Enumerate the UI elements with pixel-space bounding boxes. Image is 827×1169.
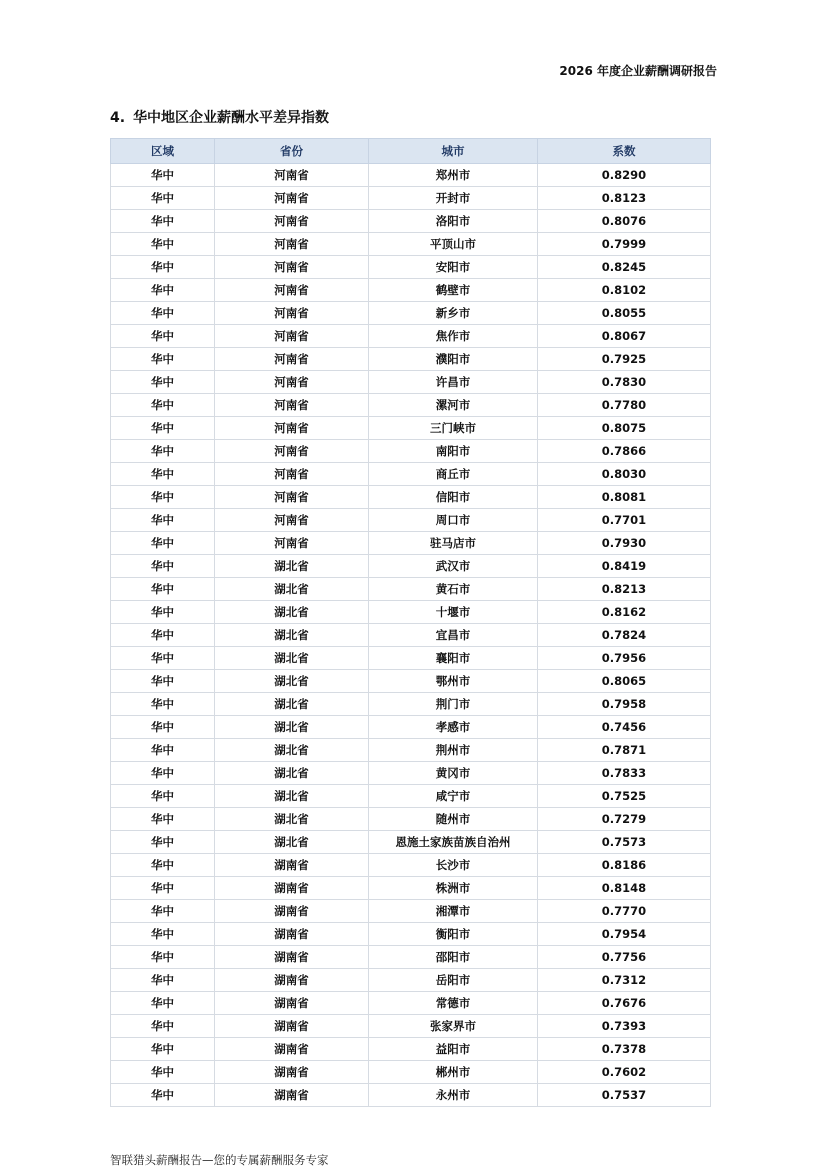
cell-province: 湖南省: [215, 923, 369, 946]
cell-coefficient: 0.8065: [538, 670, 711, 693]
cell-province: 河南省: [215, 348, 369, 371]
cell-region: 华中: [111, 417, 215, 440]
cell-coefficient: 0.7770: [538, 900, 711, 923]
cell-region: 华中: [111, 670, 215, 693]
cell-region: 华中: [111, 440, 215, 463]
cell-province: 河南省: [215, 187, 369, 210]
table-row: [111, 670, 711, 693]
table-row: [111, 900, 711, 923]
table-row: [111, 440, 711, 463]
cell-province: 湖北省: [215, 785, 369, 808]
cell-province: 河南省: [215, 210, 369, 233]
cell-province: 湖南省: [215, 1015, 369, 1038]
table-row: [111, 164, 711, 187]
cell-coefficient: 0.8067: [538, 325, 711, 348]
cell-province: 湖北省: [215, 647, 369, 670]
cell-province: 湖北省: [215, 601, 369, 624]
cell-region: 华中: [111, 762, 215, 785]
cell-region: 华中: [111, 624, 215, 647]
cell-city: 洛阳市: [369, 210, 538, 233]
cell-province: 湖北省: [215, 624, 369, 647]
cell-city: 十堰市: [369, 601, 538, 624]
cell-province: 河南省: [215, 394, 369, 417]
table-body: [111, 164, 711, 1107]
table-row: [111, 992, 711, 1015]
table-row: [111, 1084, 711, 1107]
table-row: [111, 302, 711, 325]
cell-region: 华中: [111, 555, 215, 578]
cell-city: 孝感市: [369, 716, 538, 739]
cell-coefficient: 0.7930: [538, 532, 711, 555]
cell-region: 华中: [111, 279, 215, 302]
cell-city: 新乡市: [369, 302, 538, 325]
cell-province: 湖北省: [215, 578, 369, 601]
cell-region: 华中: [111, 854, 215, 877]
cell-region: 华中: [111, 785, 215, 808]
cell-region: 华中: [111, 463, 215, 486]
cell-coefficient: 0.7999: [538, 233, 711, 256]
table-row: [111, 210, 711, 233]
cell-region: 华中: [111, 256, 215, 279]
cell-city: 随州市: [369, 808, 538, 831]
cell-city: 恩施土家族苗族自治州: [369, 831, 538, 854]
cell-coefficient: 0.7602: [538, 1061, 711, 1084]
cell-coefficient: 0.8162: [538, 601, 711, 624]
cell-city: 荆门市: [369, 693, 538, 716]
cell-city: 南阳市: [369, 440, 538, 463]
table-row: [111, 394, 711, 417]
cell-region: 华中: [111, 532, 215, 555]
cell-province: 湖南省: [215, 992, 369, 1015]
cell-city: 岳阳市: [369, 969, 538, 992]
cell-coefficient: 0.7833: [538, 762, 711, 785]
cell-city: 咸宁市: [369, 785, 538, 808]
cell-city: 张家界市: [369, 1015, 538, 1038]
cell-city: 衡阳市: [369, 923, 538, 946]
cell-region: 华中: [111, 739, 215, 762]
table-row: [111, 486, 711, 509]
cell-region: 华中: [111, 992, 215, 1015]
cell-city: 商丘市: [369, 463, 538, 486]
cell-city: 株洲市: [369, 877, 538, 900]
table-row: [111, 509, 711, 532]
cell-province: 河南省: [215, 417, 369, 440]
table-row: [111, 1061, 711, 1084]
cell-province: 河南省: [215, 279, 369, 302]
cell-region: 华中: [111, 900, 215, 923]
cell-region: 华中: [111, 164, 215, 187]
cell-coefficient: 0.7312: [538, 969, 711, 992]
table-row: [111, 624, 711, 647]
cell-region: 华中: [111, 716, 215, 739]
cell-coefficient: 0.8081: [538, 486, 711, 509]
cell-city: 襄阳市: [369, 647, 538, 670]
table-row: [111, 946, 711, 969]
cell-coefficient: 0.7871: [538, 739, 711, 762]
cell-region: 华中: [111, 371, 215, 394]
cell-province: 河南省: [215, 164, 369, 187]
cell-province: 河南省: [215, 325, 369, 348]
table-row: [111, 371, 711, 394]
cell-city: 湘潭市: [369, 900, 538, 923]
table-row: [111, 601, 711, 624]
column-header-province: 省份: [215, 139, 369, 164]
cell-province: 湖南省: [215, 1038, 369, 1061]
table-row: [111, 233, 711, 256]
table-row: [111, 417, 711, 440]
cell-coefficient: 0.7830: [538, 371, 711, 394]
cell-coefficient: 0.7378: [538, 1038, 711, 1061]
cell-province: 湖北省: [215, 762, 369, 785]
table-row: [111, 578, 711, 601]
cell-province: 湖南省: [215, 969, 369, 992]
table-row: [111, 647, 711, 670]
cell-coefficient: 0.7958: [538, 693, 711, 716]
cell-region: 华中: [111, 647, 215, 670]
table-row: [111, 693, 711, 716]
cell-region: 华中: [111, 486, 215, 509]
cell-city: 鹤壁市: [369, 279, 538, 302]
cell-coefficient: 0.8213: [538, 578, 711, 601]
cell-coefficient: 0.8123: [538, 187, 711, 210]
cell-coefficient: 0.8076: [538, 210, 711, 233]
footer-text: 智联猎头薪酬报告—您的专属薪酬服务专家: [110, 1153, 329, 1167]
column-header-city: 城市: [369, 139, 538, 164]
cell-region: 华中: [111, 233, 215, 256]
cell-region: 华中: [111, 831, 215, 854]
cell-province: 河南省: [215, 509, 369, 532]
cell-region: 华中: [111, 302, 215, 325]
table-row: [111, 808, 711, 831]
cell-city: 荆州市: [369, 739, 538, 762]
cell-province: 湖北省: [215, 555, 369, 578]
cell-province: 湖北省: [215, 716, 369, 739]
table-row: [111, 762, 711, 785]
table-row: [111, 325, 711, 348]
cell-city: 漯河市: [369, 394, 538, 417]
cell-province: 河南省: [215, 302, 369, 325]
cell-region: 华中: [111, 808, 215, 831]
table-row: [111, 969, 711, 992]
table-row: [111, 923, 711, 946]
cell-city: 益阳市: [369, 1038, 538, 1061]
cell-province: 河南省: [215, 532, 369, 555]
cell-region: 华中: [111, 509, 215, 532]
cell-coefficient: 0.7676: [538, 992, 711, 1015]
cell-city: 永州市: [369, 1084, 538, 1107]
cell-coefficient: 0.7537: [538, 1084, 711, 1107]
cell-region: 华中: [111, 1038, 215, 1061]
table-row: [111, 187, 711, 210]
cell-province: 湖南省: [215, 877, 369, 900]
table-row: [111, 716, 711, 739]
cell-province: 河南省: [215, 486, 369, 509]
cell-region: 华中: [111, 1084, 215, 1107]
cell-coefficient: 0.8148: [538, 877, 711, 900]
section-title: 华中地区企业薪酬水平差异指数: [133, 110, 330, 126]
cell-province: 湖南省: [215, 1084, 369, 1107]
table-row: [111, 279, 711, 302]
cell-city: 信阳市: [369, 486, 538, 509]
cell-coefficient: 0.8055: [538, 302, 711, 325]
cell-region: 华中: [111, 693, 215, 716]
cell-coefficient: 0.7456: [538, 716, 711, 739]
cell-province: 河南省: [215, 440, 369, 463]
cell-coefficient: 0.7393: [538, 1015, 711, 1038]
cell-province: 湖南省: [215, 854, 369, 877]
section-heading: [110, 107, 329, 127]
cell-coefficient: 0.7573: [538, 831, 711, 854]
cell-coefficient: 0.7925: [538, 348, 711, 371]
cell-coefficient: 0.8245: [538, 256, 711, 279]
section-number: 4.: [110, 110, 126, 126]
cell-city: 郑州市: [369, 164, 538, 187]
cell-coefficient: 0.7780: [538, 394, 711, 417]
cell-city: 濮阳市: [369, 348, 538, 371]
cell-region: 华中: [111, 877, 215, 900]
cell-province: 湖南省: [215, 946, 369, 969]
cell-city: 宜昌市: [369, 624, 538, 647]
table-row: [111, 739, 711, 762]
cell-coefficient: 0.8075: [538, 417, 711, 440]
cell-province: 湖北省: [215, 670, 369, 693]
cell-city: 平顶山市: [369, 233, 538, 256]
cell-city: 长沙市: [369, 854, 538, 877]
cell-city: 焦作市: [369, 325, 538, 348]
cell-coefficient: 0.7701: [538, 509, 711, 532]
cell-city: 武汉市: [369, 555, 538, 578]
cell-region: 华中: [111, 969, 215, 992]
cell-city: 黄冈市: [369, 762, 538, 785]
cell-province: 湖南省: [215, 900, 369, 923]
cell-city: 周口市: [369, 509, 538, 532]
cell-province: 河南省: [215, 256, 369, 279]
cell-province: 湖北省: [215, 831, 369, 854]
table-row: [111, 831, 711, 854]
cell-region: 华中: [111, 210, 215, 233]
cell-coefficient: 0.7956: [538, 647, 711, 670]
cell-city: 鄂州市: [369, 670, 538, 693]
table-row: [111, 1038, 711, 1061]
cell-city: 安阳市: [369, 256, 538, 279]
table-header-row: [111, 139, 711, 164]
cell-province: 河南省: [215, 463, 369, 486]
report-header-title: 2026 年度企业薪酬调研报告: [559, 64, 717, 78]
cell-region: 华中: [111, 601, 215, 624]
cell-coefficient: 0.8030: [538, 463, 711, 486]
table-row: [111, 348, 711, 371]
cell-province: 湖北省: [215, 808, 369, 831]
cell-city: 开封市: [369, 187, 538, 210]
salary-index-table: [110, 138, 711, 1107]
cell-city: 驻马店市: [369, 532, 538, 555]
table-row: [111, 532, 711, 555]
cell-city: 常德市: [369, 992, 538, 1015]
column-header-coefficient: 系数: [538, 139, 711, 164]
cell-coefficient: 0.7756: [538, 946, 711, 969]
cell-coefficient: 0.7954: [538, 923, 711, 946]
cell-coefficient: 0.8186: [538, 854, 711, 877]
cell-province: 湖北省: [215, 693, 369, 716]
table-row: [111, 854, 711, 877]
cell-region: 华中: [111, 325, 215, 348]
cell-region: 华中: [111, 187, 215, 210]
column-header-region: 区域: [111, 139, 215, 164]
cell-region: 华中: [111, 946, 215, 969]
cell-city: 许昌市: [369, 371, 538, 394]
cell-coefficient: 0.7525: [538, 785, 711, 808]
cell-coefficient: 0.8102: [538, 279, 711, 302]
cell-province: 河南省: [215, 371, 369, 394]
cell-coefficient: 0.8290: [538, 164, 711, 187]
cell-coefficient: 0.8419: [538, 555, 711, 578]
table-row: [111, 785, 711, 808]
cell-city: 郴州市: [369, 1061, 538, 1084]
table-row: [111, 256, 711, 279]
cell-province: 湖南省: [215, 1061, 369, 1084]
table-row: [111, 1015, 711, 1038]
cell-province: 河南省: [215, 233, 369, 256]
cell-city: 黄石市: [369, 578, 538, 601]
cell-coefficient: 0.7866: [538, 440, 711, 463]
table-row: [111, 555, 711, 578]
cell-coefficient: 0.7279: [538, 808, 711, 831]
cell-coefficient: 0.7824: [538, 624, 711, 647]
table-row: [111, 877, 711, 900]
cell-city: 邵阳市: [369, 946, 538, 969]
table-row: [111, 463, 711, 486]
cell-region: 华中: [111, 348, 215, 371]
cell-region: 华中: [111, 578, 215, 601]
cell-region: 华中: [111, 923, 215, 946]
cell-region: 华中: [111, 1015, 215, 1038]
cell-city: 三门峡市: [369, 417, 538, 440]
cell-province: 湖北省: [215, 739, 369, 762]
cell-region: 华中: [111, 1061, 215, 1084]
cell-region: 华中: [111, 394, 215, 417]
